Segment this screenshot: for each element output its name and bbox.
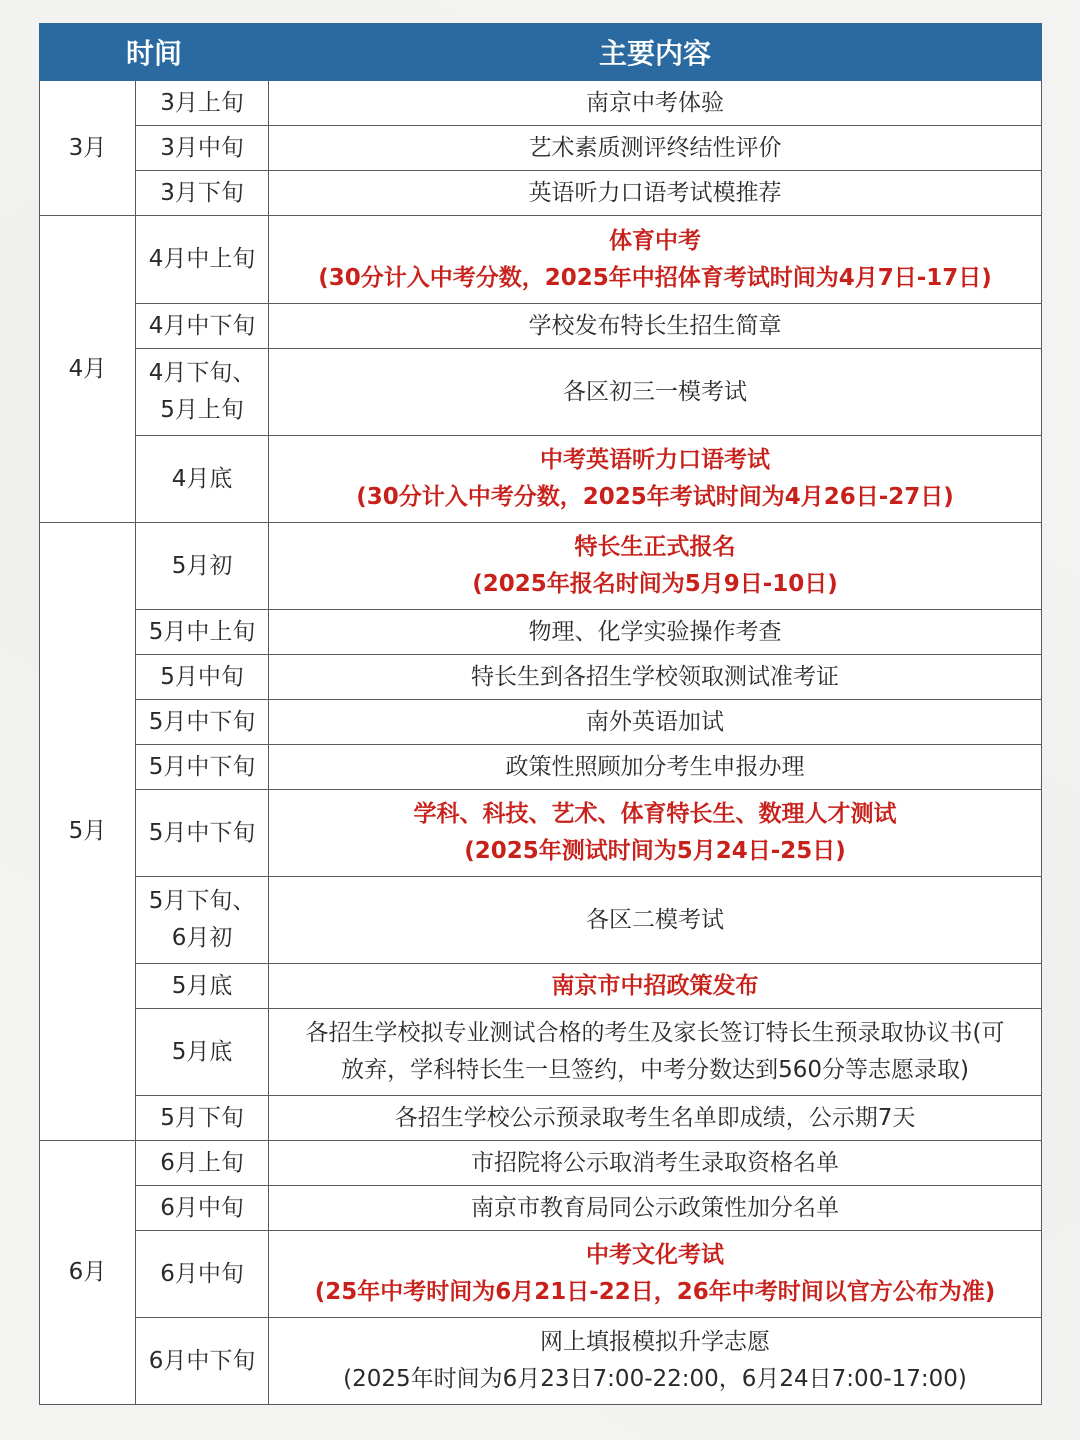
table-row: [40, 1141, 1042, 1186]
table-row: [40, 700, 1042, 745]
period-cell: 6月中下旬: [136, 1318, 269, 1405]
content-line: (2025年报名时间为5月9日-10日): [472, 571, 838, 597]
content-cell: [269, 171, 1042, 216]
table-row: [40, 436, 1042, 523]
content-line: 放弃，学科特长生一旦签约，中考分数达到560分等志愿录取): [341, 1057, 969, 1083]
content-line: (30分计入中考分数，2025年中招体育考试时间为4月7日-17日): [318, 264, 992, 291]
month-cell: 4月: [40, 216, 136, 523]
content-line: 南京市教育局同公示政策性加分名单: [471, 1194, 840, 1221]
content-cell: [269, 81, 1042, 126]
content-cell: [269, 126, 1042, 171]
period-cell: 3月中旬: [136, 126, 269, 171]
period-cell: 5月底: [136, 964, 269, 1009]
content-cell: [269, 304, 1042, 349]
highlighted-content-cell: [269, 790, 1042, 877]
table-header-row: [40, 24, 1042, 81]
content-cell: [269, 1009, 1042, 1096]
period-cell: 5月中上旬: [136, 610, 269, 655]
content-cell: [269, 877, 1042, 964]
content-line: 各区二模考试: [586, 906, 725, 933]
highlighted-content-cell: [269, 1231, 1042, 1318]
period-cell: 6月中旬: [136, 1186, 269, 1231]
content-line: 南京市中招政策发布: [551, 972, 759, 999]
content-line: (30分计入中考分数，2025年考试时间为4月26日-27日): [356, 484, 954, 510]
content-line: 南京中考体验: [586, 89, 725, 116]
highlighted-content-cell: [269, 964, 1042, 1009]
schedule-table: [39, 23, 1042, 1405]
content-line: 中考英语听力口语考试: [540, 447, 771, 473]
month-cell: 6月: [40, 1141, 136, 1405]
content-line: (2025年测试时间为5月24日-25日): [464, 838, 846, 864]
period-cell: 5月中下旬: [136, 790, 269, 877]
period-cell: 5月底: [136, 1009, 269, 1096]
table-row: [40, 1186, 1042, 1231]
table-row: [40, 877, 1042, 964]
content-cell: [269, 1186, 1042, 1231]
period-cell: 5月中下旬: [136, 745, 269, 790]
period-cell: 5月中下旬: [136, 700, 269, 745]
content-line: 中考文化考试: [586, 1242, 725, 1268]
content-cell: [269, 349, 1042, 436]
table-row: [40, 790, 1042, 877]
period-cell: 4月底: [136, 436, 269, 523]
period-cell: 6月中旬: [136, 1231, 269, 1318]
table-row: [40, 964, 1042, 1009]
content-line: 南外英语加试: [586, 708, 725, 735]
table-row: [40, 126, 1042, 171]
highlighted-content-cell: [269, 436, 1042, 523]
time-column-header: 时间: [40, 24, 269, 81]
period-cell: 3月下旬: [136, 171, 269, 216]
table-row: [40, 304, 1042, 349]
period-cell: 4月中下旬: [136, 304, 269, 349]
content-line: 各招生学校公示预录取考生名单即成绩，公示期7天: [394, 1104, 916, 1131]
content-line: 特长生到各招生学校领取测试准考证: [471, 663, 840, 690]
content-line: 网上填报模拟升学志愿: [540, 1329, 771, 1355]
content-line: 英语听力口语考试模推荐: [528, 179, 782, 206]
highlighted-content-cell: [269, 216, 1042, 304]
content-cell: [269, 1141, 1042, 1186]
table-row: [40, 1231, 1042, 1318]
content-line: (25年中考时间为6月21日-22日，26年中考时间以官方公布为准): [314, 1279, 996, 1305]
month-cell: 5月: [40, 523, 136, 1141]
table-row: [40, 745, 1042, 790]
highlighted-content-cell: [269, 523, 1042, 610]
period-cell: 5月初: [136, 523, 269, 610]
period-cell: 4月中上旬: [136, 216, 269, 304]
content-line: 各招生学校拟专业测试合格的考生及家长签订特长生预录取协议书(可: [305, 1020, 1005, 1046]
table-row: [40, 349, 1042, 436]
period-cell: 6月上旬: [136, 1141, 269, 1186]
period-cell: 5月下旬、 6月初: [136, 877, 269, 964]
table-body: [40, 81, 1042, 1405]
content-cell: [269, 700, 1042, 745]
content-line: 物理、化学实验操作考查: [528, 618, 782, 645]
table-row: [40, 1096, 1042, 1141]
table-row: [40, 1009, 1042, 1096]
table-row: [40, 655, 1042, 700]
content-line: 学校发布特长生招生简章: [528, 312, 782, 339]
content-line: 特长生正式报名: [574, 534, 736, 560]
content-line: 市招院将公示取消考生录取资格名单: [471, 1149, 840, 1176]
table-row: [40, 610, 1042, 655]
period-cell: 5月中旬: [136, 655, 269, 700]
content-line: (2025年时间为6月23日7:00-22:00，6月24日7:00-17:00): [343, 1366, 967, 1392]
table-row: [40, 171, 1042, 216]
period-cell: 5月下旬: [136, 1096, 269, 1141]
table-row: [40, 81, 1042, 126]
content-cell: [269, 1096, 1042, 1141]
period-cell: 3月上旬: [136, 81, 269, 126]
period-cell: 4月下旬、 5月上旬: [136, 349, 269, 436]
table-row: [40, 1318, 1042, 1405]
month-cell: 3月: [40, 81, 136, 216]
content-cell: [269, 610, 1042, 655]
table-row: [40, 216, 1042, 304]
content-line: 体育中考: [609, 227, 702, 254]
content-cell: [269, 1318, 1042, 1405]
content-line: 政策性照顾加分考生申报办理: [505, 753, 805, 780]
content-cell: [269, 655, 1042, 700]
table-row: [40, 523, 1042, 610]
content-line: 艺术素质测评终结性评价: [528, 134, 782, 161]
content-line: 学科、科技、艺术、体育特长生、数理人才测试: [413, 801, 897, 827]
content-column-header: 主要内容: [269, 24, 1042, 81]
content-cell: [269, 745, 1042, 790]
content-line: 各区初三一模考试: [563, 378, 748, 405]
